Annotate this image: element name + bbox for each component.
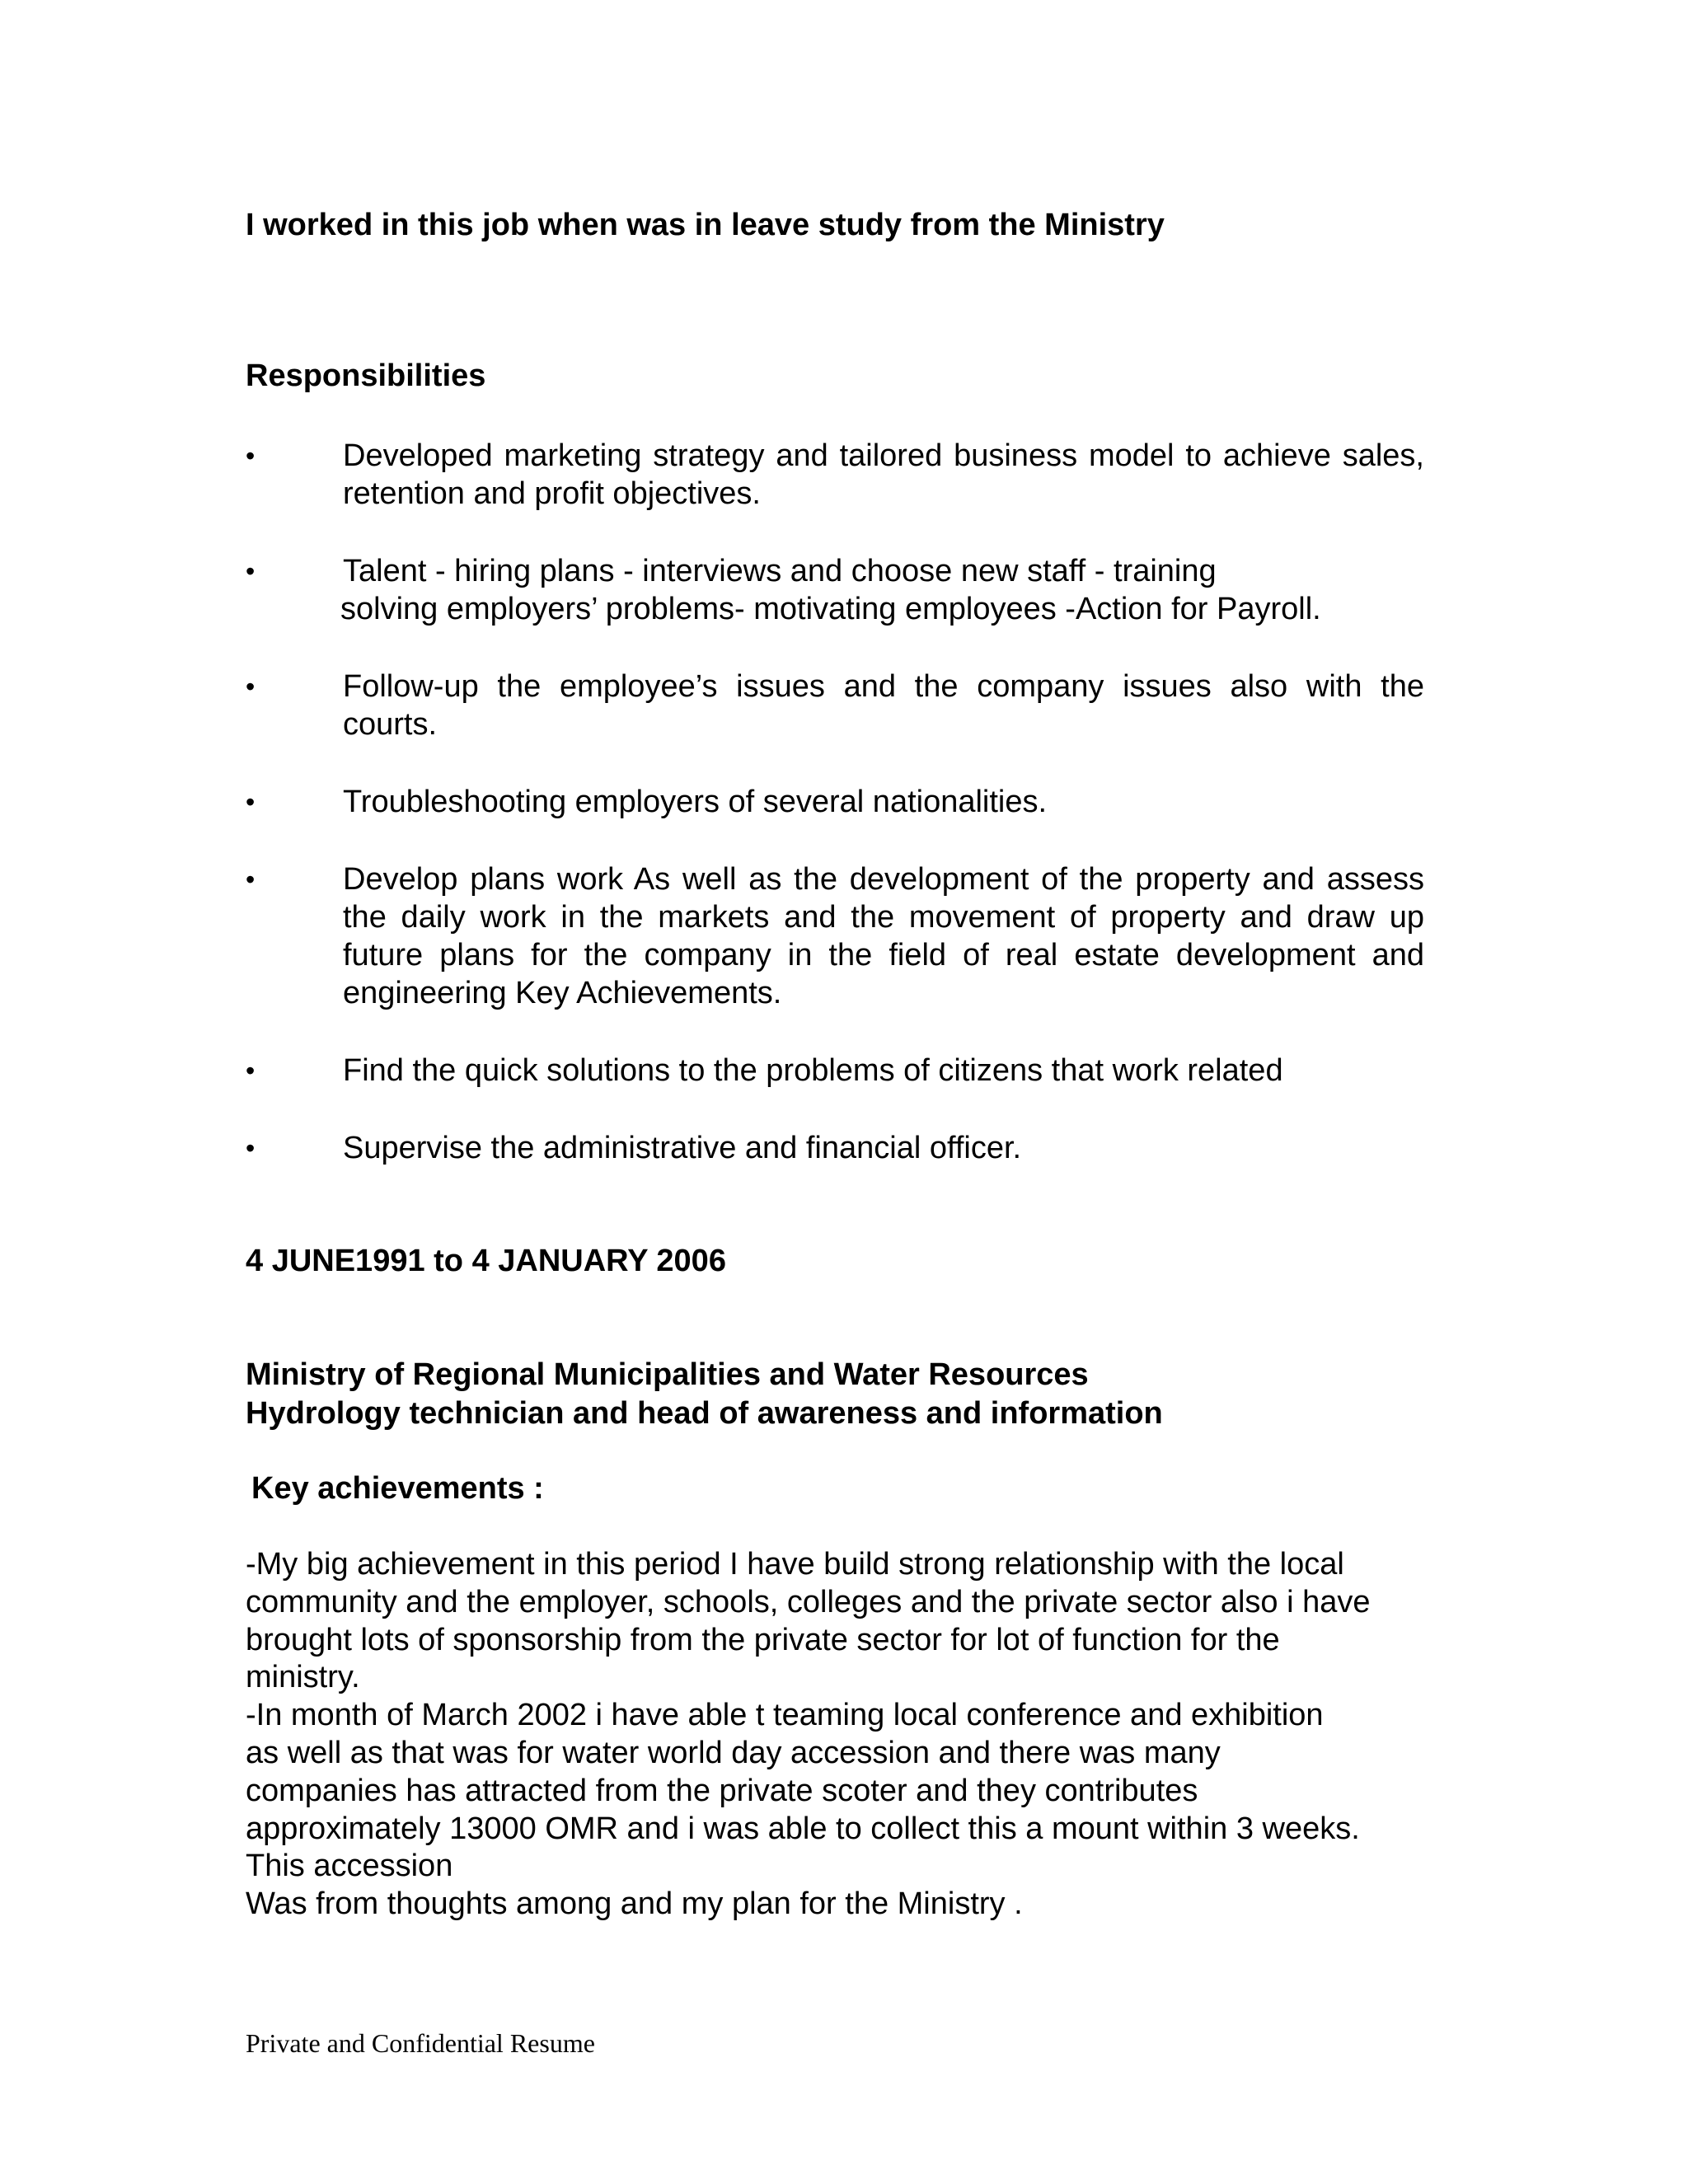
list-item	[246, 1129, 1424, 1167]
paragraph-line: ministry.	[246, 1660, 360, 1695]
employment-dates: 4 JUNE1991 to 4 JANUARY 2006	[246, 1244, 726, 1278]
intro-statement: I worked in this job when was in leave study from the Ministry	[246, 208, 1165, 242]
list-item-line: Talent - hiring plans - interviews and choose new staff - training	[343, 554, 1217, 588]
bullet-icon: •	[246, 556, 256, 586]
list-item-text: Develop plans work As well as the development of the property and assess the daily work in the markets and the movement of property and draw up future plans for the company in the field of real estate development and engineering Key Achievements.	[343, 862, 1424, 1010]
list-item	[246, 783, 1424, 821]
list-item	[246, 1052, 1424, 1090]
list-item-text: Find the quick solutions to the problems of citizens that work related	[343, 1053, 1283, 1088]
paragraph-line: Was from thoughts among and my plan for the Ministry .	[246, 1886, 1023, 1922]
paragraph-line: brought lots of sponsorship from the private sector for lot of function for the	[246, 1622, 1280, 1657]
page-footer: Private and Confidential Resume	[246, 2028, 595, 2058]
job-role: Hydrology technician and head of awareness and information	[246, 1396, 1163, 1431]
paragraph-line: as well as that was for water world day accession and there was many	[246, 1735, 1221, 1770]
bullet-icon: •	[246, 672, 256, 701]
list-item-text: Follow-up the employee’s issues and the company issues also with the courts.	[343, 669, 1424, 742]
organization-name: Ministry of Regional Municipalities and Water Resources	[246, 1357, 1089, 1392]
paragraph-line: community and the employer, schools, colleges and the private sector also i have	[246, 1584, 1371, 1619]
organization-block	[246, 1356, 1163, 1433]
list-item-line: solving employers’ problems- motivating employees -Action for Payroll.	[340, 592, 1321, 626]
bullet-icon: •	[246, 865, 256, 894]
list-item	[246, 552, 1424, 628]
list-item-text: Developed marketing strategy and tailored business model to achieve sales, retention and profit objectives.	[343, 438, 1424, 511]
bullet-icon: •	[246, 441, 256, 471]
list-item	[246, 860, 1424, 1012]
list-item	[246, 668, 1424, 743]
paragraph-line: approximately 13000 OMR and i was able to collect this a mount within 3 weeks.	[246, 1811, 1360, 1846]
list-item-text: Supervise the administrative and financial officer.	[343, 1131, 1022, 1165]
key-achievements-text	[246, 1546, 1424, 1924]
resume-page	[246, 0, 1424, 2184]
paragraph-line: -My big achievement in this period I have build strong relationship with the local	[246, 1547, 1344, 1582]
bullet-icon: •	[246, 787, 256, 817]
bullet-icon: •	[246, 1056, 256, 1085]
bullet-icon: •	[246, 1133, 256, 1163]
list-item	[246, 437, 1424, 513]
list-item-text	[340, 552, 1424, 628]
key-achievements-heading: Key achievements :	[251, 1471, 544, 1506]
list-item-text: Troubleshooting employers of several nationalities.	[343, 785, 1048, 819]
paragraph-line: companies has attracted from the private scoter and they contributes	[246, 1773, 1198, 1808]
paragraph-line: -In month of March 2002 i have able t teaming local conference and exhibition	[246, 1698, 1324, 1733]
paragraph-line: This accession	[246, 1849, 453, 1884]
responsibilities-list	[246, 437, 1424, 1207]
responsibilities-heading: Responsibilities	[246, 359, 486, 393]
